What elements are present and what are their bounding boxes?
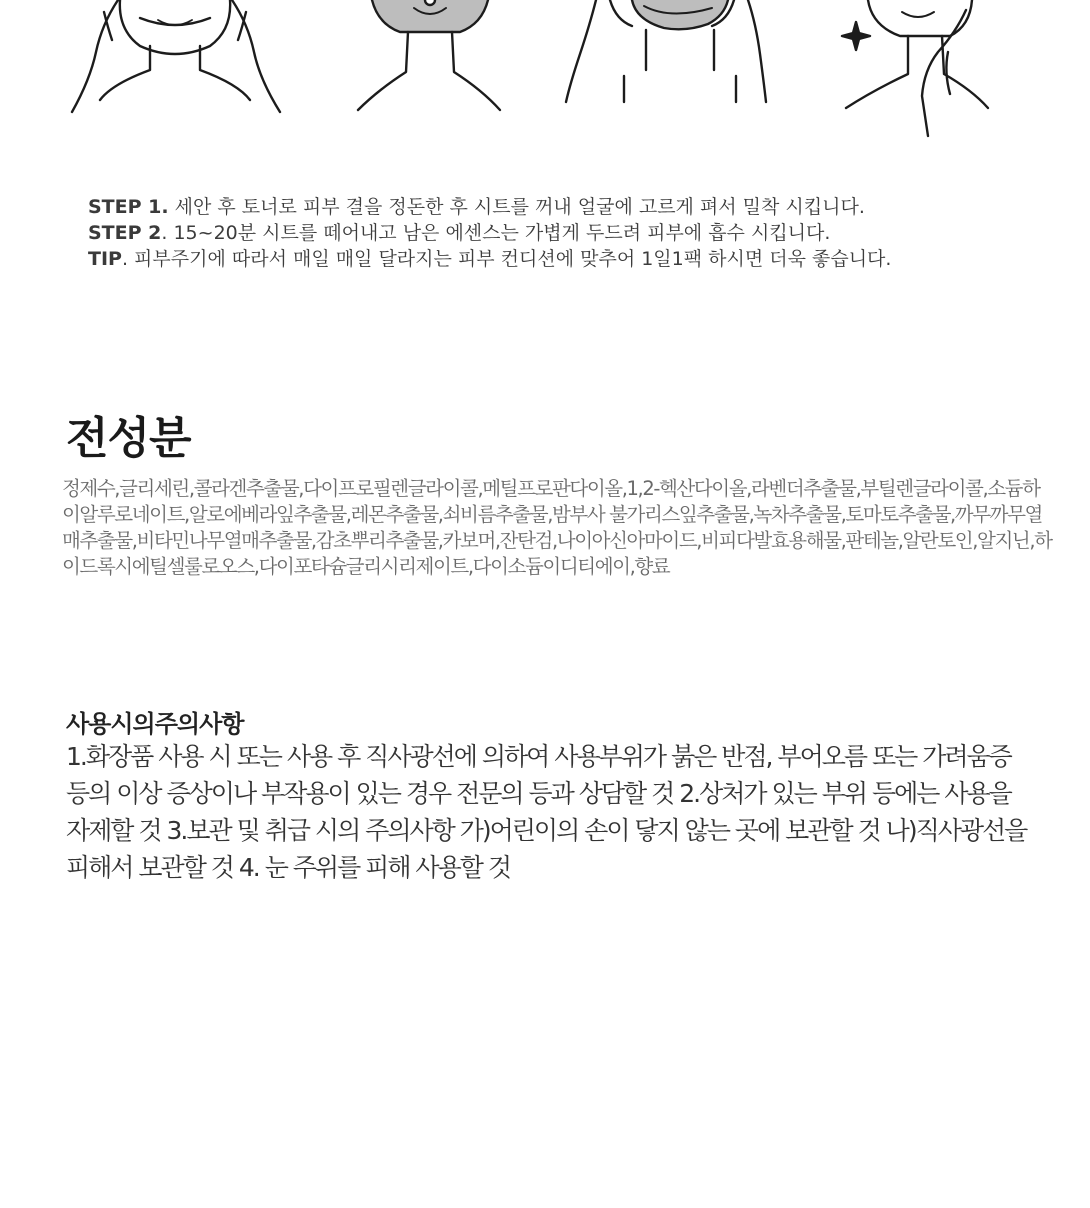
step-1-text: 세안 후 토너로 피부 결을 정돈한 후 시트를 꺼내 얼굴에 고르게 펴서 밀착 시킵니다. <box>168 196 865 218</box>
ingredients-list: 정제수,글리세린,콜라겐추출물,다이프로필렌글라이콜,메틸프로판다이올,1,2-헥산다이올,라벤더추출물,부틸렌글라이콜,소듐하이알루로네이트,알로에베라잎추출물,레몬추출물,쇠비름추출물,밤부사 불가리스잎추출물,녹차추출물,토마토추출물,까무까무열매추출물,비타민나무열매추출물,감초뿌리추출물,카보머,잔탄검,나이아신아마이드,비피다발효용해물,판테놀,알란토인,알지닌,하이드록시에틸셀룰로오스,다이포타슘글리시리제이트,다이소듐이디티에이,향료 <box>62 477 1052 578</box>
tip-text: . 피부주기에 따라서 매일 매일 달라지는 피부 컨디션에 맞추어 1일1팩 하시면 더욱 좋습니다. <box>121 248 892 270</box>
usage-steps <box>88 194 1068 272</box>
usage-illustrations <box>0 0 1090 150</box>
step-2-label: STEP 2 <box>88 222 162 244</box>
step-1 <box>88 194 1068 220</box>
step-2 <box>88 220 1068 246</box>
face-massage-icon <box>72 0 280 112</box>
caution-title: 사용시의주의사항 <box>66 710 244 738</box>
step-1-label: STEP 1. <box>88 196 169 218</box>
tip <box>88 246 1068 272</box>
step-2-text: . 15~20분 시트를 떼어내고 남은 에센스는 가볍게 두드려 피부에 흡수 시킵니다. <box>161 222 831 244</box>
caution-text: 1.화장품 사용 시 또는 사용 후 직사광선에 의하여 사용부위가 붉은 반점, 부어오름 또는 가려움증 등의 이상 증상이나 부작용이 있는 경우 전문의 등과 상담할 것 2.상처가 있는 부위 등에는 사용을 자제할 것 3.보관 및 취급 시의 주의사항 가)어린이의 손이 닿지 않는 곳에 보관할 것 나)직사광선을 피해서 보관할 것 4. 눈 주위를 피해 사용할 것 <box>66 742 1027 882</box>
ingredients-title: 전성분 <box>66 413 191 464</box>
tip-label: TIP <box>88 248 122 270</box>
face-mask-icon <box>358 0 500 110</box>
mask-press-icon <box>566 0 766 102</box>
sparkle-face-icon <box>842 0 988 136</box>
